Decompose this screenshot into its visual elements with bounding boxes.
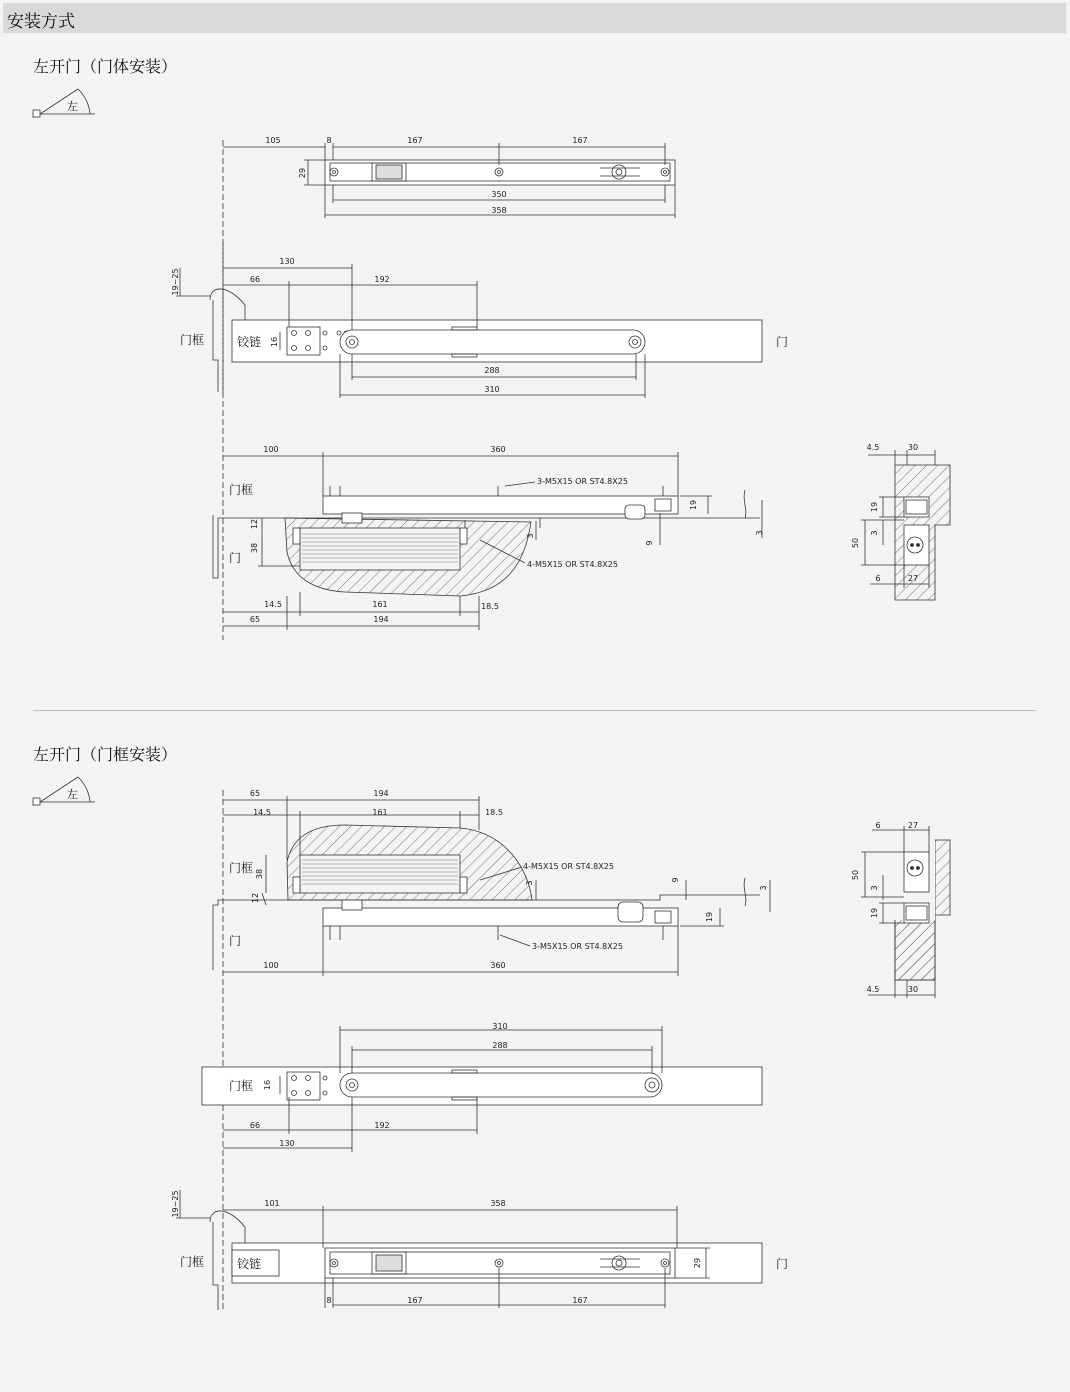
label-frame: 门框 [180, 1255, 205, 1269]
dim-19: 19 [689, 499, 698, 511]
dim-8: 8 [326, 1296, 332, 1305]
dim-30: 30 [907, 443, 919, 452]
arm-view-frame-mount [202, 1026, 762, 1152]
dim-18-5: 18.5 [481, 602, 499, 611]
dim-27: 27 [907, 574, 919, 583]
dim-50: 50 [851, 537, 860, 549]
label-door: 门 [776, 335, 789, 349]
closer-top-view [223, 143, 675, 218]
dim-66: 66 [249, 1121, 261, 1130]
label-frame: 门框 [229, 861, 254, 875]
dim-65: 65 [249, 789, 261, 798]
label-door: 门 [229, 551, 242, 565]
dim-19: 19 [705, 911, 714, 923]
dim-161: 161 [372, 808, 388, 817]
swing-label: 左 [67, 100, 78, 113]
dim-101: 101 [264, 1199, 280, 1208]
dim-27: 27 [907, 821, 919, 830]
dim-66: 66 [249, 275, 261, 284]
dim-3: 3 [759, 885, 768, 891]
dim-130: 130 [279, 1139, 295, 1148]
dim-105: 105 [265, 136, 281, 145]
dim-167: 167 [572, 136, 588, 145]
dim-310: 310 [492, 1022, 508, 1031]
dim-288: 288 [484, 366, 500, 375]
dim-9: 9 [671, 877, 680, 883]
dim-38: 38 [255, 868, 264, 880]
dim-3: 3 [870, 885, 879, 891]
dim-192: 192 [374, 1121, 390, 1130]
dim-50: 50 [851, 869, 860, 881]
dim-100: 100 [263, 961, 279, 970]
dim-130: 130 [279, 257, 295, 266]
swing-icon-left [33, 89, 95, 117]
dim-12: 12 [251, 892, 260, 904]
screw-spec-top: 3-M5X15 OR ST4.8X25 [537, 477, 628, 486]
label-frame: 门框 [229, 1079, 254, 1093]
section1-title: 左开门（门体安装） [33, 57, 178, 76]
dim-100: 100 [263, 445, 279, 454]
dim-3: 3 [526, 533, 535, 539]
dim-19: 19 [870, 907, 879, 919]
section2-title: 左开门（门框安装） [33, 745, 178, 764]
label-frame: 门框 [180, 333, 205, 347]
label-hinge: 铰链 [237, 1257, 262, 1271]
dim-16: 16 [270, 336, 279, 348]
screw-spec-bottom: 4-M5X15 OR ST4.8X25 [527, 560, 618, 569]
dim-288: 288 [492, 1041, 508, 1050]
swing-icon-left-2 [33, 777, 95, 805]
label-door: 门 [776, 1257, 789, 1271]
side-view-door-mount [861, 450, 950, 600]
dim-161: 161 [372, 600, 388, 609]
dim-19: 19 [870, 501, 879, 513]
dim-350: 350 [491, 190, 507, 199]
label-hinge: 铰链 [237, 335, 262, 349]
dim-6: 6 [875, 821, 881, 830]
dim-14-5: 14.5 [253, 808, 271, 817]
screw-spec-top: 4-M5X15 OR ST4.8X25 [523, 862, 614, 871]
dim-12: 12 [250, 518, 259, 530]
dim-358: 358 [490, 1199, 506, 1208]
section-view-frame-mount [213, 796, 770, 976]
swing-label: 左 [67, 788, 78, 801]
dim-8: 8 [326, 136, 332, 145]
dim-14-5: 14.5 [264, 600, 282, 609]
dim-18-5: 18.5 [485, 808, 503, 817]
dim-4-5: 4.5 [866, 985, 880, 994]
dim-4-5: 4.5 [866, 443, 880, 452]
dim-30: 30 [907, 985, 919, 994]
dim-167: 167 [407, 136, 423, 145]
label-door: 门 [229, 934, 242, 948]
dim-19-25: 19~25 [171, 268, 180, 296]
page-title: 安装方式 [7, 12, 75, 32]
dim-16: 16 [263, 1079, 272, 1091]
dim-65: 65 [249, 615, 261, 624]
dim-29: 29 [693, 1257, 702, 1269]
dim-360: 360 [490, 961, 506, 970]
arm-view-door-mount [176, 243, 762, 398]
label-frame: 门框 [229, 483, 254, 497]
dim-358: 358 [491, 206, 507, 215]
dim-3: 3 [870, 530, 879, 536]
dim-3: 3 [525, 880, 534, 886]
dim-29: 29 [298, 167, 307, 179]
dim-192: 192 [374, 275, 390, 284]
dim-9: 9 [645, 540, 654, 546]
dim-167: 167 [407, 1296, 423, 1305]
dim-310: 310 [484, 385, 500, 394]
screw-spec-bottom: 3-M5X15 OR ST4.8X25 [532, 942, 623, 951]
closer-bottom-view [176, 1190, 762, 1310]
dim-38: 38 [250, 542, 259, 554]
dim-360: 360 [490, 445, 506, 454]
dim-19-25: 19~25 [171, 1190, 180, 1218]
dim-167: 167 [572, 1296, 588, 1305]
dim-194: 194 [373, 789, 389, 798]
dim-3: 3 [755, 530, 764, 536]
dim-194: 194 [373, 615, 389, 624]
dim-6: 6 [875, 574, 881, 583]
